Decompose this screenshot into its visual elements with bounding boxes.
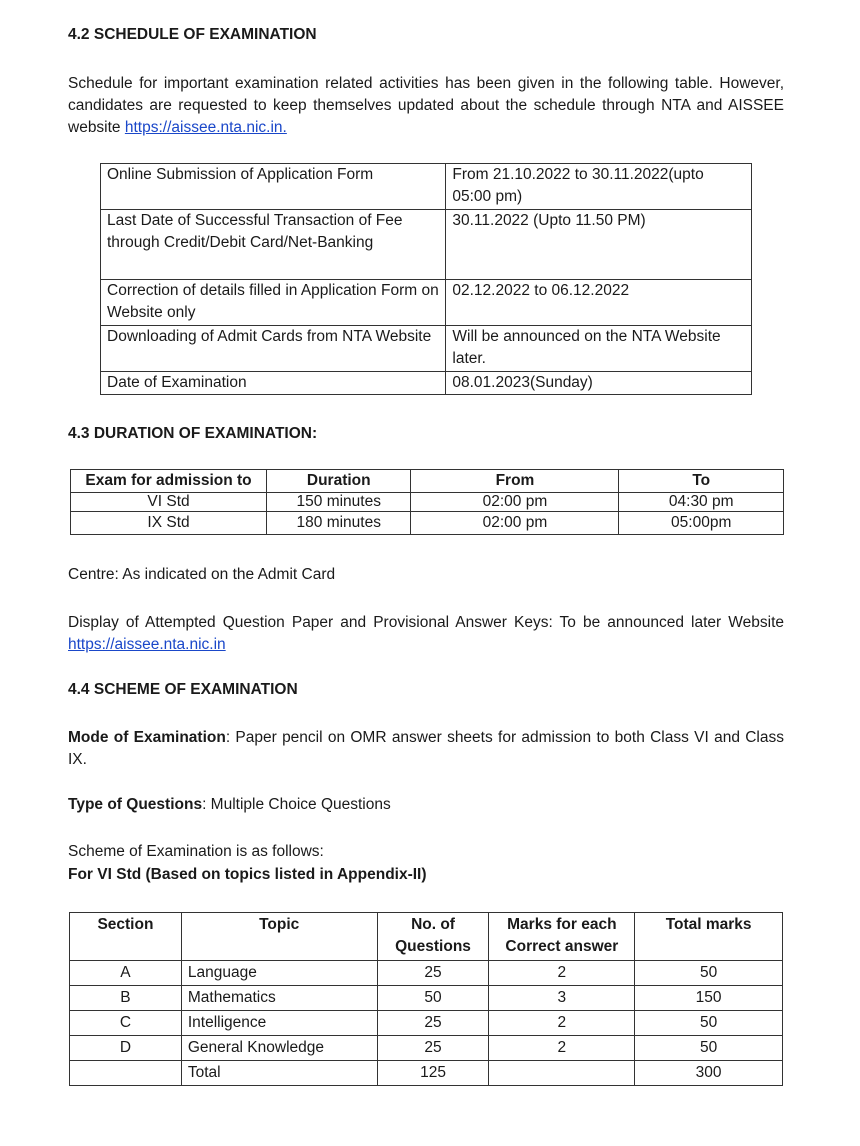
section-4-4-heading: 4.4 SCHEME OF EXAMINATION bbox=[68, 681, 298, 698]
total-marks-cell: 300 bbox=[635, 1061, 783, 1086]
topic-cell: Language bbox=[181, 961, 377, 986]
column-header: From bbox=[411, 470, 619, 493]
column-header: Marks for each Correct answer bbox=[489, 913, 635, 961]
table-total-row bbox=[70, 1061, 783, 1086]
table-row bbox=[70, 1036, 783, 1061]
schedule-activity-cell: Online Submission of Application Form bbox=[101, 164, 446, 210]
schedule-intro-text: Schedule for important examination related activities has been given in the following table. However, candidates are requested to keep themselves updated about the schedule through NTA and AISSEE website bbox=[68, 75, 784, 136]
table-row bbox=[70, 961, 783, 986]
scheme-intro-text: Scheme of Examination is as follows: bbox=[68, 843, 324, 860]
schedule-activity-cell: Date of Examination bbox=[101, 372, 446, 395]
mode-text: : Paper pencil on OMR answer sheets for admission to both Class VI and Class IX. bbox=[68, 729, 784, 768]
table-header-row bbox=[70, 913, 783, 961]
marks-each-cell bbox=[489, 1061, 635, 1086]
duration-cell: 150 minutes bbox=[267, 493, 411, 512]
total-marks-cell: 150 bbox=[635, 986, 783, 1011]
table-row bbox=[70, 1011, 783, 1036]
schedule-date-cell: Will be announced on the NTA Website later. bbox=[446, 326, 752, 372]
type-text: : Multiple Choice Questions bbox=[202, 796, 391, 813]
schedule-intro-paragraph bbox=[68, 73, 784, 139]
schedule-activity-cell: Last Date of Successful Transaction of Fee through Credit/Debit Card/Net-Banking bbox=[101, 210, 446, 280]
to-time-cell: 04:30 pm bbox=[619, 493, 784, 512]
topic-cell: Mathematics bbox=[181, 986, 377, 1011]
section-4-3-heading: 4.3 DURATION OF EXAMINATION: bbox=[68, 425, 318, 442]
aissee-website-link[interactable]: https://aissee.nta.nic.in. bbox=[124, 119, 287, 136]
total-marks-cell: 50 bbox=[635, 1036, 783, 1061]
total-marks-cell: 50 bbox=[635, 1011, 783, 1036]
type-of-questions-paragraph bbox=[68, 796, 391, 814]
topic-cell: General Knowledge bbox=[181, 1036, 377, 1061]
table-row bbox=[101, 280, 752, 326]
schedule-activity-cell: Correction of details filled in Application Form on Website only bbox=[101, 280, 446, 326]
exam-class-cell: VI Std bbox=[71, 493, 267, 512]
aissee-website-link-2[interactable]: https://aissee.nta.nic.in bbox=[68, 636, 226, 653]
questions-cell: 50 bbox=[377, 986, 489, 1011]
table-row bbox=[71, 512, 784, 535]
display-answer-keys-paragraph bbox=[68, 612, 784, 656]
schedule-activity-cell: Downloading of Admit Cards from NTA Website bbox=[101, 326, 446, 372]
table-header-row bbox=[71, 470, 784, 493]
section-cell: A bbox=[70, 961, 182, 986]
column-header: Total marks bbox=[635, 913, 783, 961]
marks-each-cell: 2 bbox=[489, 1011, 635, 1036]
exam-class-cell: IX Std bbox=[71, 512, 267, 535]
total-marks-cell: 50 bbox=[635, 961, 783, 986]
marks-each-cell: 3 bbox=[489, 986, 635, 1011]
column-header: Duration bbox=[267, 470, 411, 493]
column-header: Topic bbox=[181, 913, 377, 961]
centre-text: Centre: As indicated on the Admit Card bbox=[68, 566, 336, 583]
schedule-table bbox=[100, 163, 752, 395]
questions-cell: 25 bbox=[377, 1011, 489, 1036]
section-cell: D bbox=[70, 1036, 182, 1061]
column-header: To bbox=[619, 470, 784, 493]
questions-cell: 25 bbox=[377, 1036, 489, 1061]
duration-cell: 180 minutes bbox=[267, 512, 411, 535]
table-row bbox=[101, 164, 752, 210]
from-time-cell: 02:00 pm bbox=[411, 512, 619, 535]
schedule-date-cell: 30.11.2022 (Upto 11.50 PM) bbox=[446, 210, 752, 280]
mode-of-examination-paragraph bbox=[68, 727, 784, 771]
table-row bbox=[101, 210, 752, 280]
column-header: Section bbox=[70, 913, 182, 961]
column-header: Exam for admission to bbox=[71, 470, 267, 493]
type-label: Type of Questions bbox=[68, 796, 203, 813]
scheme-table bbox=[69, 912, 783, 1086]
marks-each-cell: 2 bbox=[489, 1036, 635, 1061]
questions-cell: 125 bbox=[377, 1061, 489, 1086]
topic-cell: Intelligence bbox=[181, 1011, 377, 1036]
table-row bbox=[70, 986, 783, 1011]
schedule-date-cell: 02.12.2022 to 06.12.2022 bbox=[446, 280, 752, 326]
topic-cell: Total bbox=[181, 1061, 377, 1086]
scheme-subheading: For VI Std (Based on topics listed in Appendix-II) bbox=[68, 866, 427, 883]
schedule-date-cell: 08.01.2023(Sunday) bbox=[446, 372, 752, 395]
schedule-date-cell: From 21.10.2022 to 30.11.2022(upto 05:00 pm) bbox=[446, 164, 752, 210]
questions-cell: 25 bbox=[377, 961, 489, 986]
from-time-cell: 02:00 pm bbox=[411, 493, 619, 512]
section-cell bbox=[70, 1061, 182, 1086]
column-header: No. of Questions bbox=[377, 913, 489, 961]
section-cell: C bbox=[70, 1011, 182, 1036]
duration-table bbox=[70, 469, 784, 535]
marks-each-cell: 2 bbox=[489, 961, 635, 986]
table-row bbox=[101, 372, 752, 395]
to-time-cell: 05:00pm bbox=[619, 512, 784, 535]
mode-label: Mode of Examination bbox=[68, 729, 226, 746]
section-4-2-heading: 4.2 SCHEDULE OF EXAMINATION bbox=[68, 26, 317, 43]
table-row bbox=[101, 326, 752, 372]
display-answer-keys-text: Display of Attempted Question Paper and Provisional Answer Keys: To be announced later Website bbox=[68, 614, 784, 631]
table-row bbox=[71, 493, 784, 512]
section-cell: B bbox=[70, 986, 182, 1011]
